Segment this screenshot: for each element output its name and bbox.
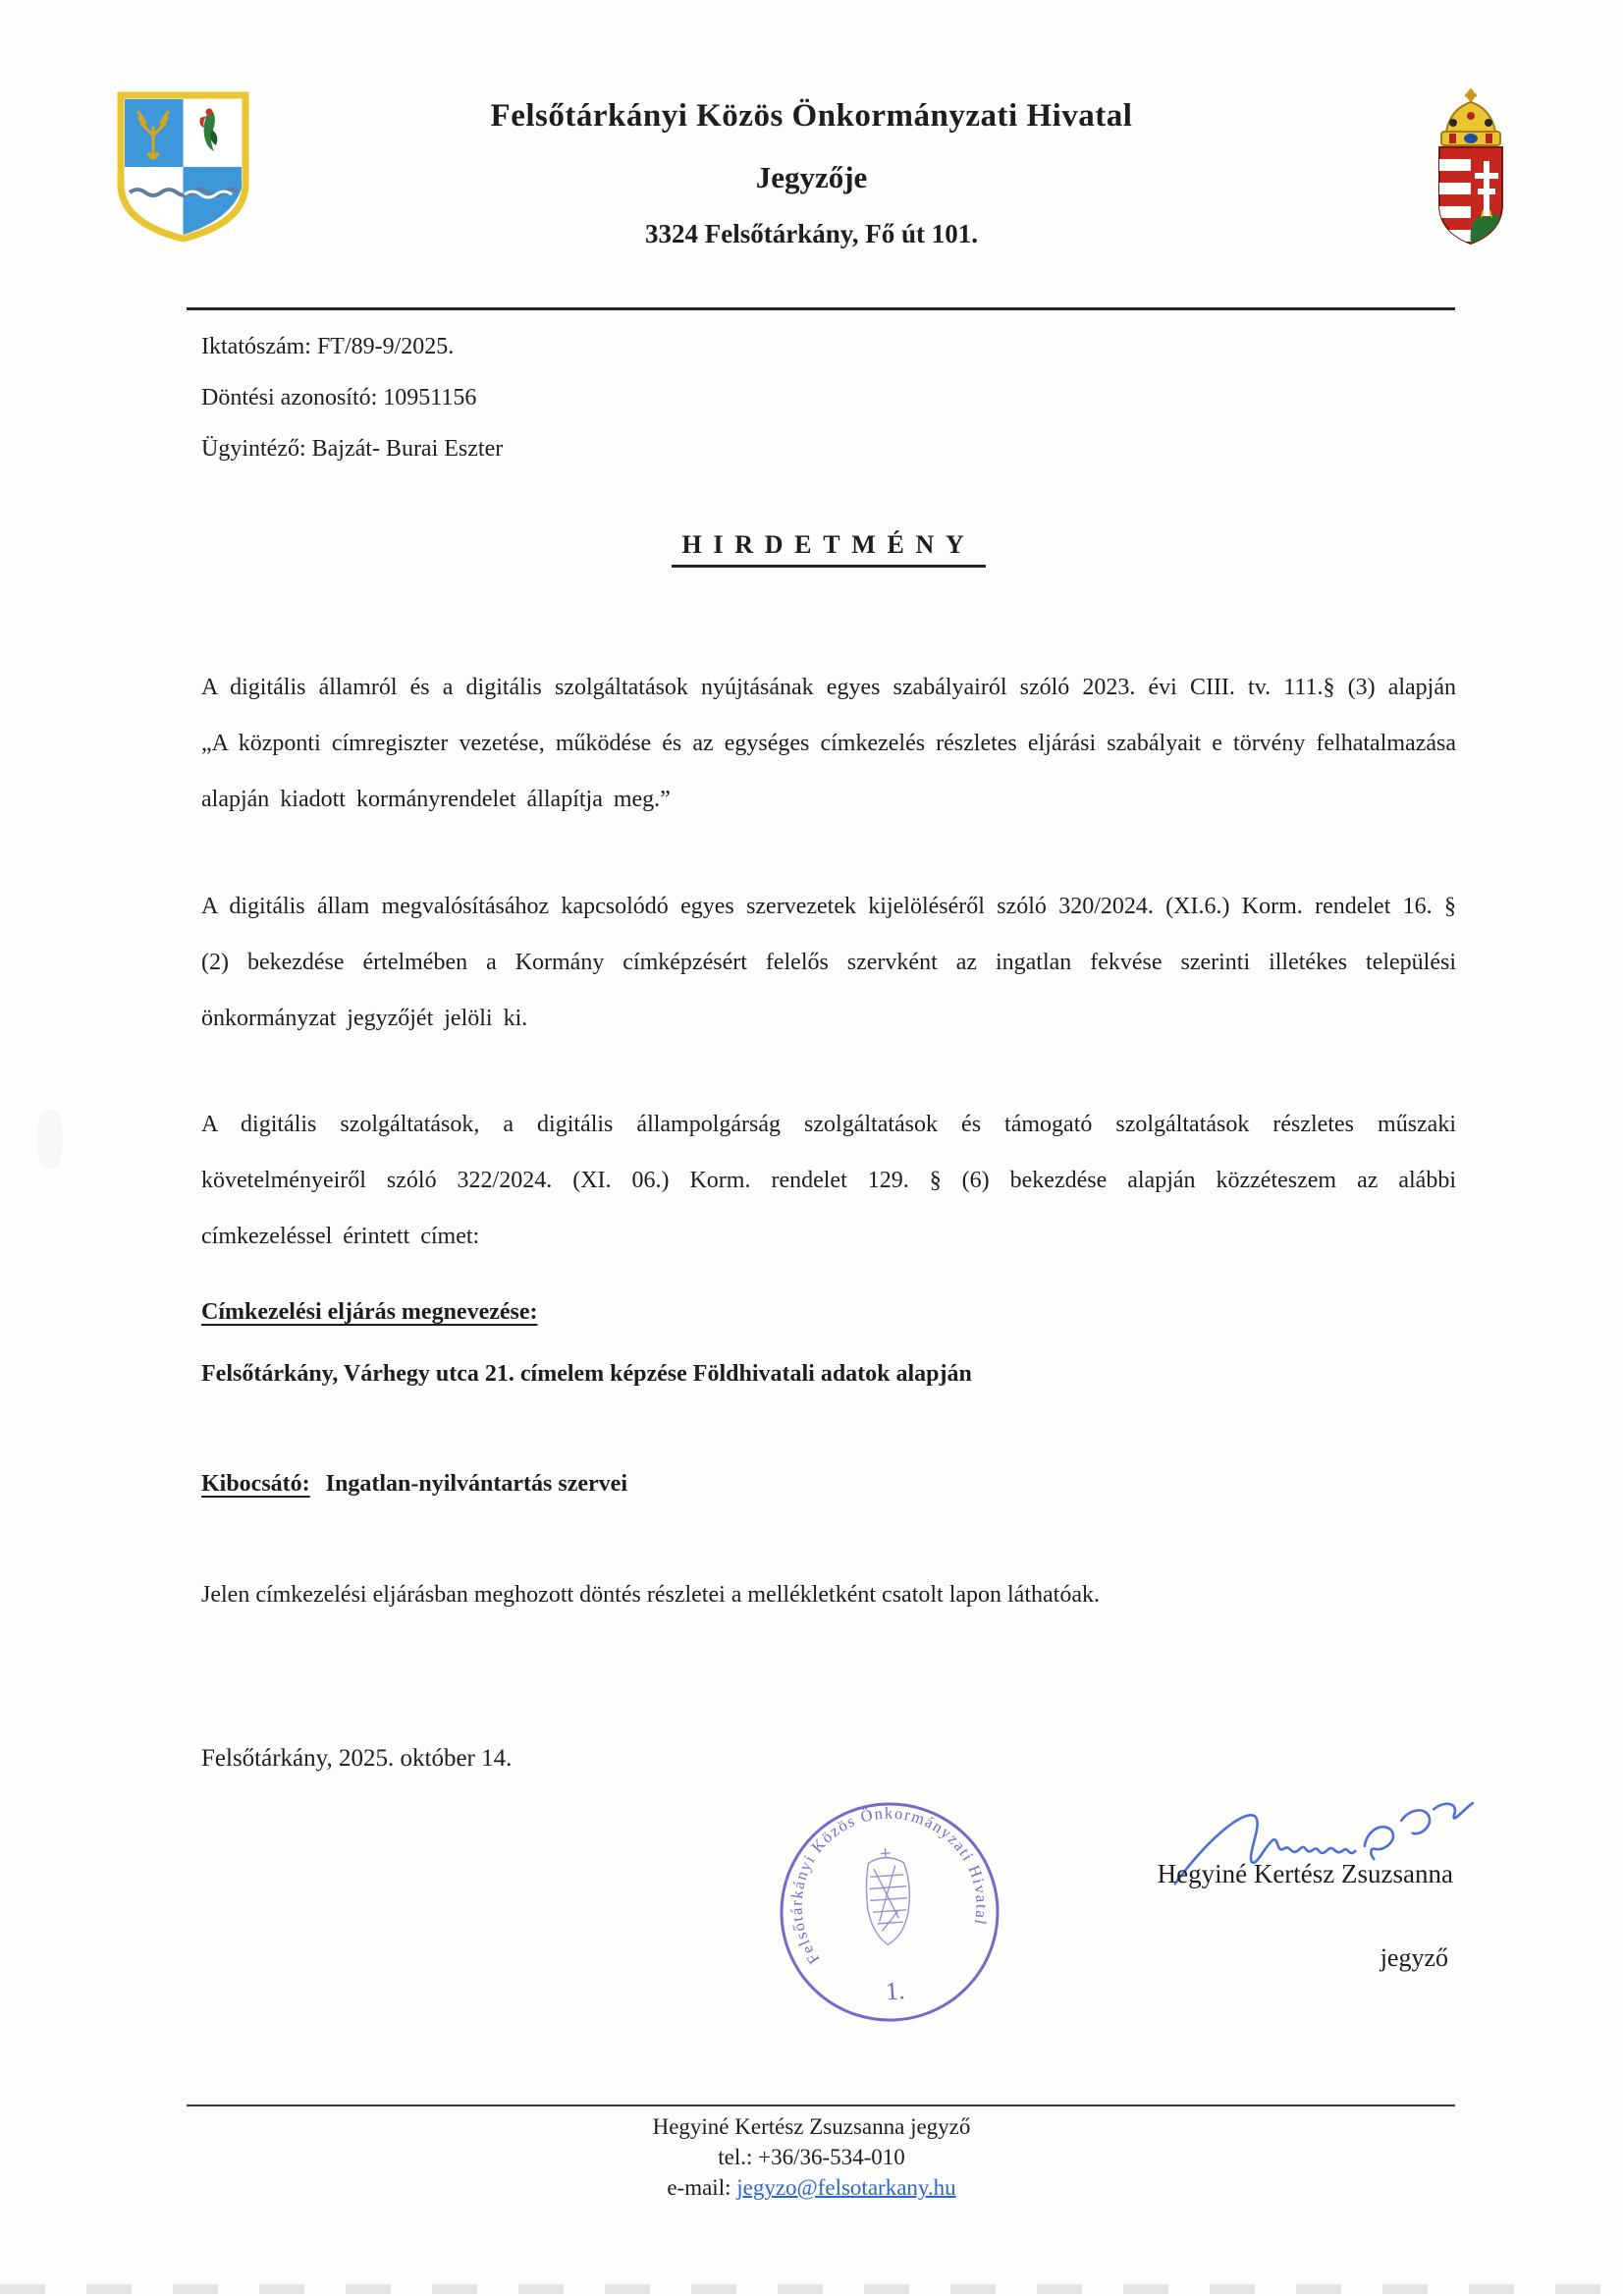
procedure-name-value: Felsőtárkány, Várhegy utca 21. címelem képzése Földhivatali adatok alapján	[201, 1361, 972, 1387]
clerk-name: Ügyintéző: Bajzát- Burai Eszter	[201, 436, 504, 462]
procedure-name-label: Címkezelési eljárás megnevezése:	[201, 1299, 538, 1325]
org-role: Jegyzője	[755, 160, 868, 194]
signatory-name: Hegyiné Kertész Zsuzsanna	[1157, 1859, 1453, 1888]
document-header	[255, 98, 1368, 249]
footer	[0, 2111, 1623, 2203]
scan-artifact-bottom-edge	[0, 2284, 1623, 2294]
footer-divider	[187, 2105, 1455, 2106]
footer-email-link[interactable]: jegyzo@felsotarkany.hu	[736, 2175, 956, 2200]
hungary-coat-of-arms	[1426, 88, 1516, 249]
date-line: Felsőtárkány, 2025. október 14.	[201, 1745, 513, 1772]
header-divider	[187, 307, 1455, 310]
issuer-row	[201, 1471, 1456, 1498]
stamp-number: 1.	[884, 1976, 906, 2006]
signatory-role: jegyző	[1380, 1943, 1448, 1972]
issuer-label: Kibocsátó:	[201, 1471, 310, 1497]
footer-signatory: Hegyiné Kertész Zsuzsanna jegyző	[652, 2114, 971, 2139]
paragraph-legal-basis-3: A digitális szolgáltatások, a digitális állampolgárság szolgáltatások és támogató szolgáltatások részletes műszaki követelményeiről szóló 322/2024. (XI. 06.) Korm. rendelet 129. § (6) bekezdése alapján közzéteszem az alábbi címkezeléssel érintett címet:	[201, 1112, 1456, 1249]
decision-id: Döntési azonosító: 10951156	[201, 385, 477, 410]
paragraph-legal-basis-1: A digitális államról és a digitális szolgáltatások nyújtásának egyes szabályairól szóló 2023. évi CIII. tv. 111.§ (3) alapján „A központi címregiszter vezetése, működése és az egységes címkezelés részletes eljárási szabályait e törvény felhatalmazása alapján kiadott kormányrendelet állapítja meg.”	[201, 675, 1456, 812]
document-meta	[201, 321, 503, 474]
document-title: HIRDETMÉNY	[672, 530, 985, 568]
title-row	[201, 530, 1456, 568]
official-stamp	[771, 1793, 1008, 2036]
footer-email-label: e-mail:	[667, 2175, 731, 2200]
scan-artifact-smudge	[37, 1110, 63, 1169]
felsotarkany-coat-of-arms	[116, 90, 250, 245]
footer-email-row	[0, 2172, 1623, 2203]
issuer-value: Ingatlan-nyilvántartás szervei	[325, 1471, 627, 1497]
stamp-ring-text: Felsőtárkányi Közös Önkormányzati Hivatal	[786, 1803, 992, 1968]
registry-number: Iktatószám: FT/89-9/2025.	[201, 334, 455, 359]
footer-phone: tel.: +36/36-534-010	[718, 2145, 905, 2169]
org-name: Felsőtárkányi Közös Önkormányzati Hivatal	[490, 98, 1133, 134]
svg-text:Felsőtárkányi Közös Önkormányz	[780, 1796, 995, 1968]
org-address: 3324 Felsőtárkány, Fő út 101.	[644, 219, 978, 248]
paragraph-legal-basis-2: A digitális állam megvalósításához kapcsolódó egyes szervezetek kijelöléséről szóló 320/2024. (XI.6.) Korm. rendelet 16. § (2) bekezdése értelmében a Kormány címképzésért felelős szervként az ingatlan fekvése szerinti illetékes települési önkormányzat jegyzőjét jelöli ki.	[201, 894, 1456, 1031]
attachment-note: Jelen címkezelési eljárásban meghozott döntés részletei a mellékletként csatolt lapon láthatóak.	[201, 1582, 1100, 1608]
